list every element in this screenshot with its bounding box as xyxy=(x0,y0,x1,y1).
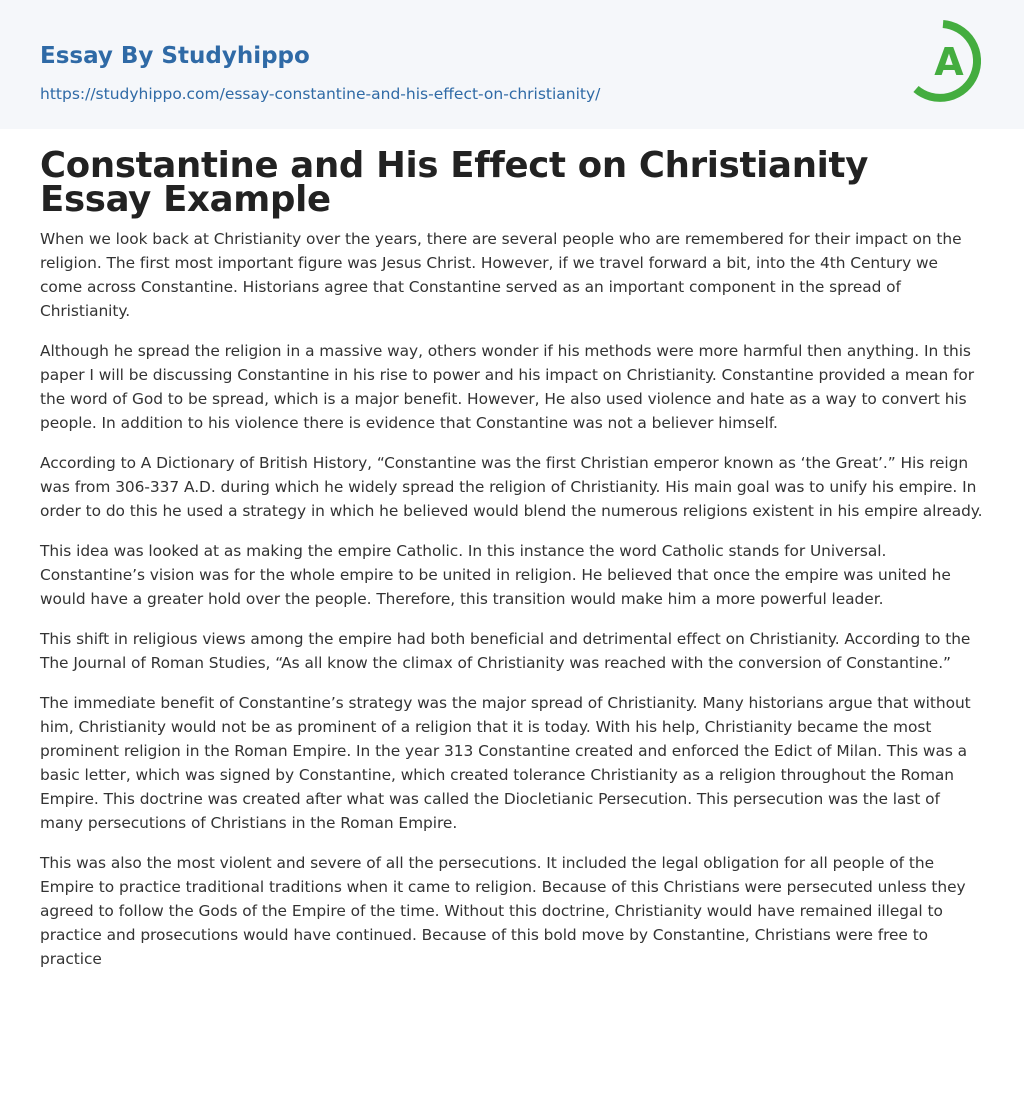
logo-letter: A xyxy=(934,40,964,84)
essay-paragraph: When we look back at Christianity over the years, there are several people who are remembered for their impact on the religion. The first most important figure was Jesus Christ. However, if we travel forward a bit, into the 4th Century we come across Constantine. Historians agree that Constantine served as an important component in the spread of Christianity. xyxy=(40,230,962,320)
studyhippo-logo-icon[interactable] xyxy=(912,19,986,105)
page-url-link[interactable]: https://studyhippo.com/essay-constantine-and-his-effect-on-christianity/ xyxy=(40,85,601,103)
essay-paragraph: The immediate benefit of Constantine’s strategy was the major spread of Christianity. Many historians argue that without him, Christianity would not be as prominent of a religion that it is today. With his help, Christianity became the most prominent religion in the Roman Empire. In the year 313 Constantine created and enforced the Edict of Milan. This was a basic letter, which was signed by Constantine, which created tolerance Christianity as a religion throughout the Roman Empire. This doctrine was created after what was called the Diocletianic Persecution. This persecution was the last of many persecutions of Christians in the Roman Empire. xyxy=(40,694,971,832)
site-header xyxy=(0,0,1024,129)
essay-paragraph: According to A Dictionary of British History, “Constantine was the first Christian emperor known as ‘the Great’.” His reign was from 306-337 A.D. during which he widely spread the religion of Christianity. His main goal was to unify his empire. In order to do this he used a strategy in which he believed would blend the numerous religions existent in his empire already. xyxy=(40,454,983,520)
essay-paragraph: This idea was looked at as making the empire Catholic. In this instance the word Catholic stands for Universal. Constantine’s vision was for the whole empire to be united in religion. He believed that once the empire was united he would have a greater hold over the people. Therefore, this transition would make him a more powerful leader. xyxy=(40,542,951,608)
essay-body xyxy=(40,227,984,971)
essay-paragraph: Although he spread the religion in a massive way, others wonder if his methods were more harmful then anything. In this paper I will be discussing Constantine in his rise to power and his impact on Christianity. Constantine provided a mean for the word of God to be spread, which is a major benefit. However, He also used violence and hate as a way to convert his people. In addition to his violence there is evidence that Constantine was not a believer himself. xyxy=(40,342,975,432)
site-name[interactable]: Essay By Studyhippo xyxy=(40,43,310,69)
essay-paragraph: This was also the most violent and severe of all the persecutions. It included the legal obligation for all people of the Empire to practice traditional traditions when it came to religion. Because of this Christians were persecuted unless they agreed to follow the Gods of the Empire of the time. Without this doctrine, Christianity would have remained illegal to practice and prosecutions would have continued. Because of this bold move by Constantine, Christians were free to practice xyxy=(40,854,966,968)
page-title: Constantine and His Effect on Christianity Essay Example xyxy=(40,145,869,220)
essay-paragraph: This shift in religious views among the empire had both beneficial and detrimental effect on Christianity. According to the The Journal of Roman Studies, “As all know the climax of Christianity was reached with the conversion of Constantine.” xyxy=(40,630,971,672)
main-content xyxy=(0,129,1024,971)
